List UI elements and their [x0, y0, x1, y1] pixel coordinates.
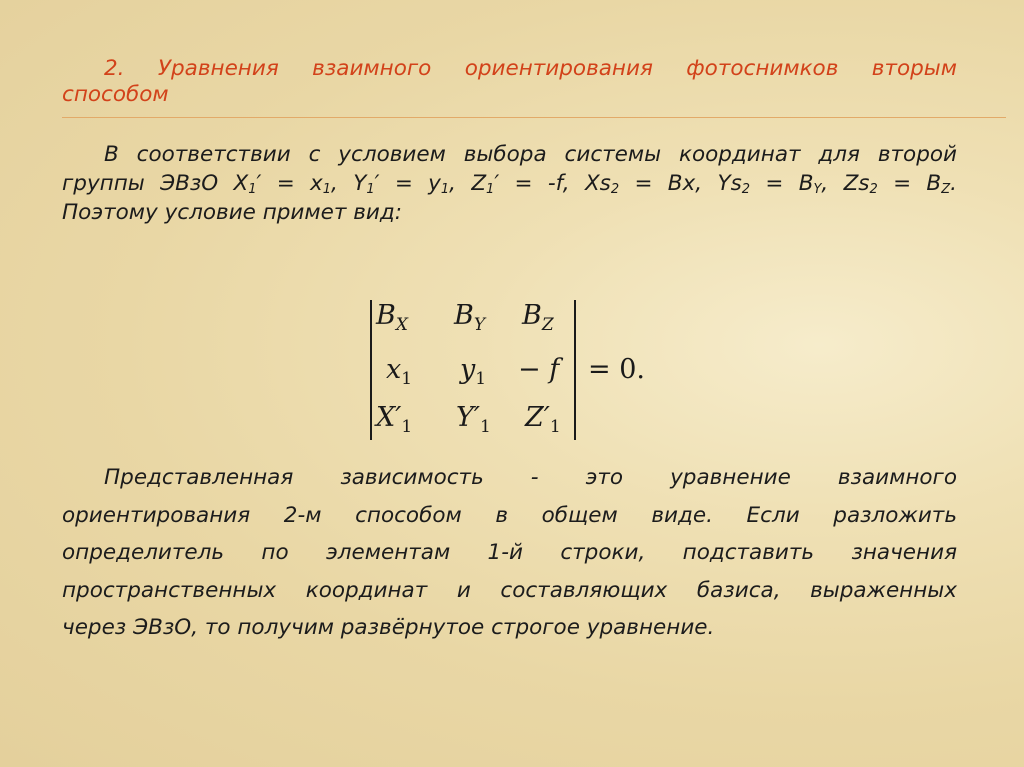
body-line-4: пространственных координат и составляющих базиса, выраженных	[62, 577, 957, 603]
det-cell-z1-prime: $Z'_1$	[525, 402, 561, 437]
heading-line-2: способом	[62, 82, 169, 107]
condition-xs2: $Xs_2 = Bx$,	[584, 171, 703, 197]
det-cell-by: $B_Y$	[454, 300, 486, 335]
det-cell-minus-f: − f	[518, 354, 560, 385]
intro-paragraph	[62, 140, 957, 227]
condition-y1: $Y_1' = y_1$,	[353, 171, 456, 197]
intro-line-2	[62, 169, 957, 198]
det-cell-x1-prime: $X'_1$	[376, 402, 413, 437]
body-line-1: Представленная зависимость - это уравнение взаимного	[104, 465, 957, 490]
det-cell-y1-prime: $Y'_1$	[456, 402, 491, 437]
heading-line-1: 2. Уравнения взаимного ориентирования фотоснимков вторым	[104, 56, 957, 81]
det-cell-x1: $x_1$	[386, 354, 413, 389]
heading-divider	[62, 117, 1006, 118]
intro-group-label: группы ЭВзО	[62, 171, 219, 196]
condition-ys2: $Ys_2 = B_Y$,	[717, 171, 829, 197]
body-line-5: через ЭВзО, то получим развёрнутое строгое уравнение.	[62, 615, 715, 640]
det-cell-bz: $B_Z$	[522, 300, 554, 335]
body-line-2: ориентирования 2-м способом в общем виде. Если разложить	[62, 502, 957, 528]
body-paragraph	[62, 459, 957, 647]
slide-heading	[62, 56, 957, 108]
intro-line-1: В соответствии с условием выбора системы координат для второй	[104, 142, 957, 167]
condition-x1: $X_1' = x_1$,	[233, 171, 338, 197]
body-line-3: определитель по элементам 1-й строки, подставить значения	[62, 540, 957, 565]
condition-z1: $Z_1' = -f$,	[471, 171, 570, 197]
intro-line-3: Поэтому условие примет вид:	[62, 200, 402, 225]
condition-zs2: $Zs_2 = B_Z$.	[843, 171, 957, 197]
determinant-right-bar	[574, 300, 576, 440]
det-cell-bx: $B_X$	[376, 300, 408, 335]
det-cell-y1: $y_1$	[460, 354, 487, 389]
determinant-left-bar	[370, 300, 372, 440]
determinant-equals-zero: = 0.	[588, 354, 645, 385]
